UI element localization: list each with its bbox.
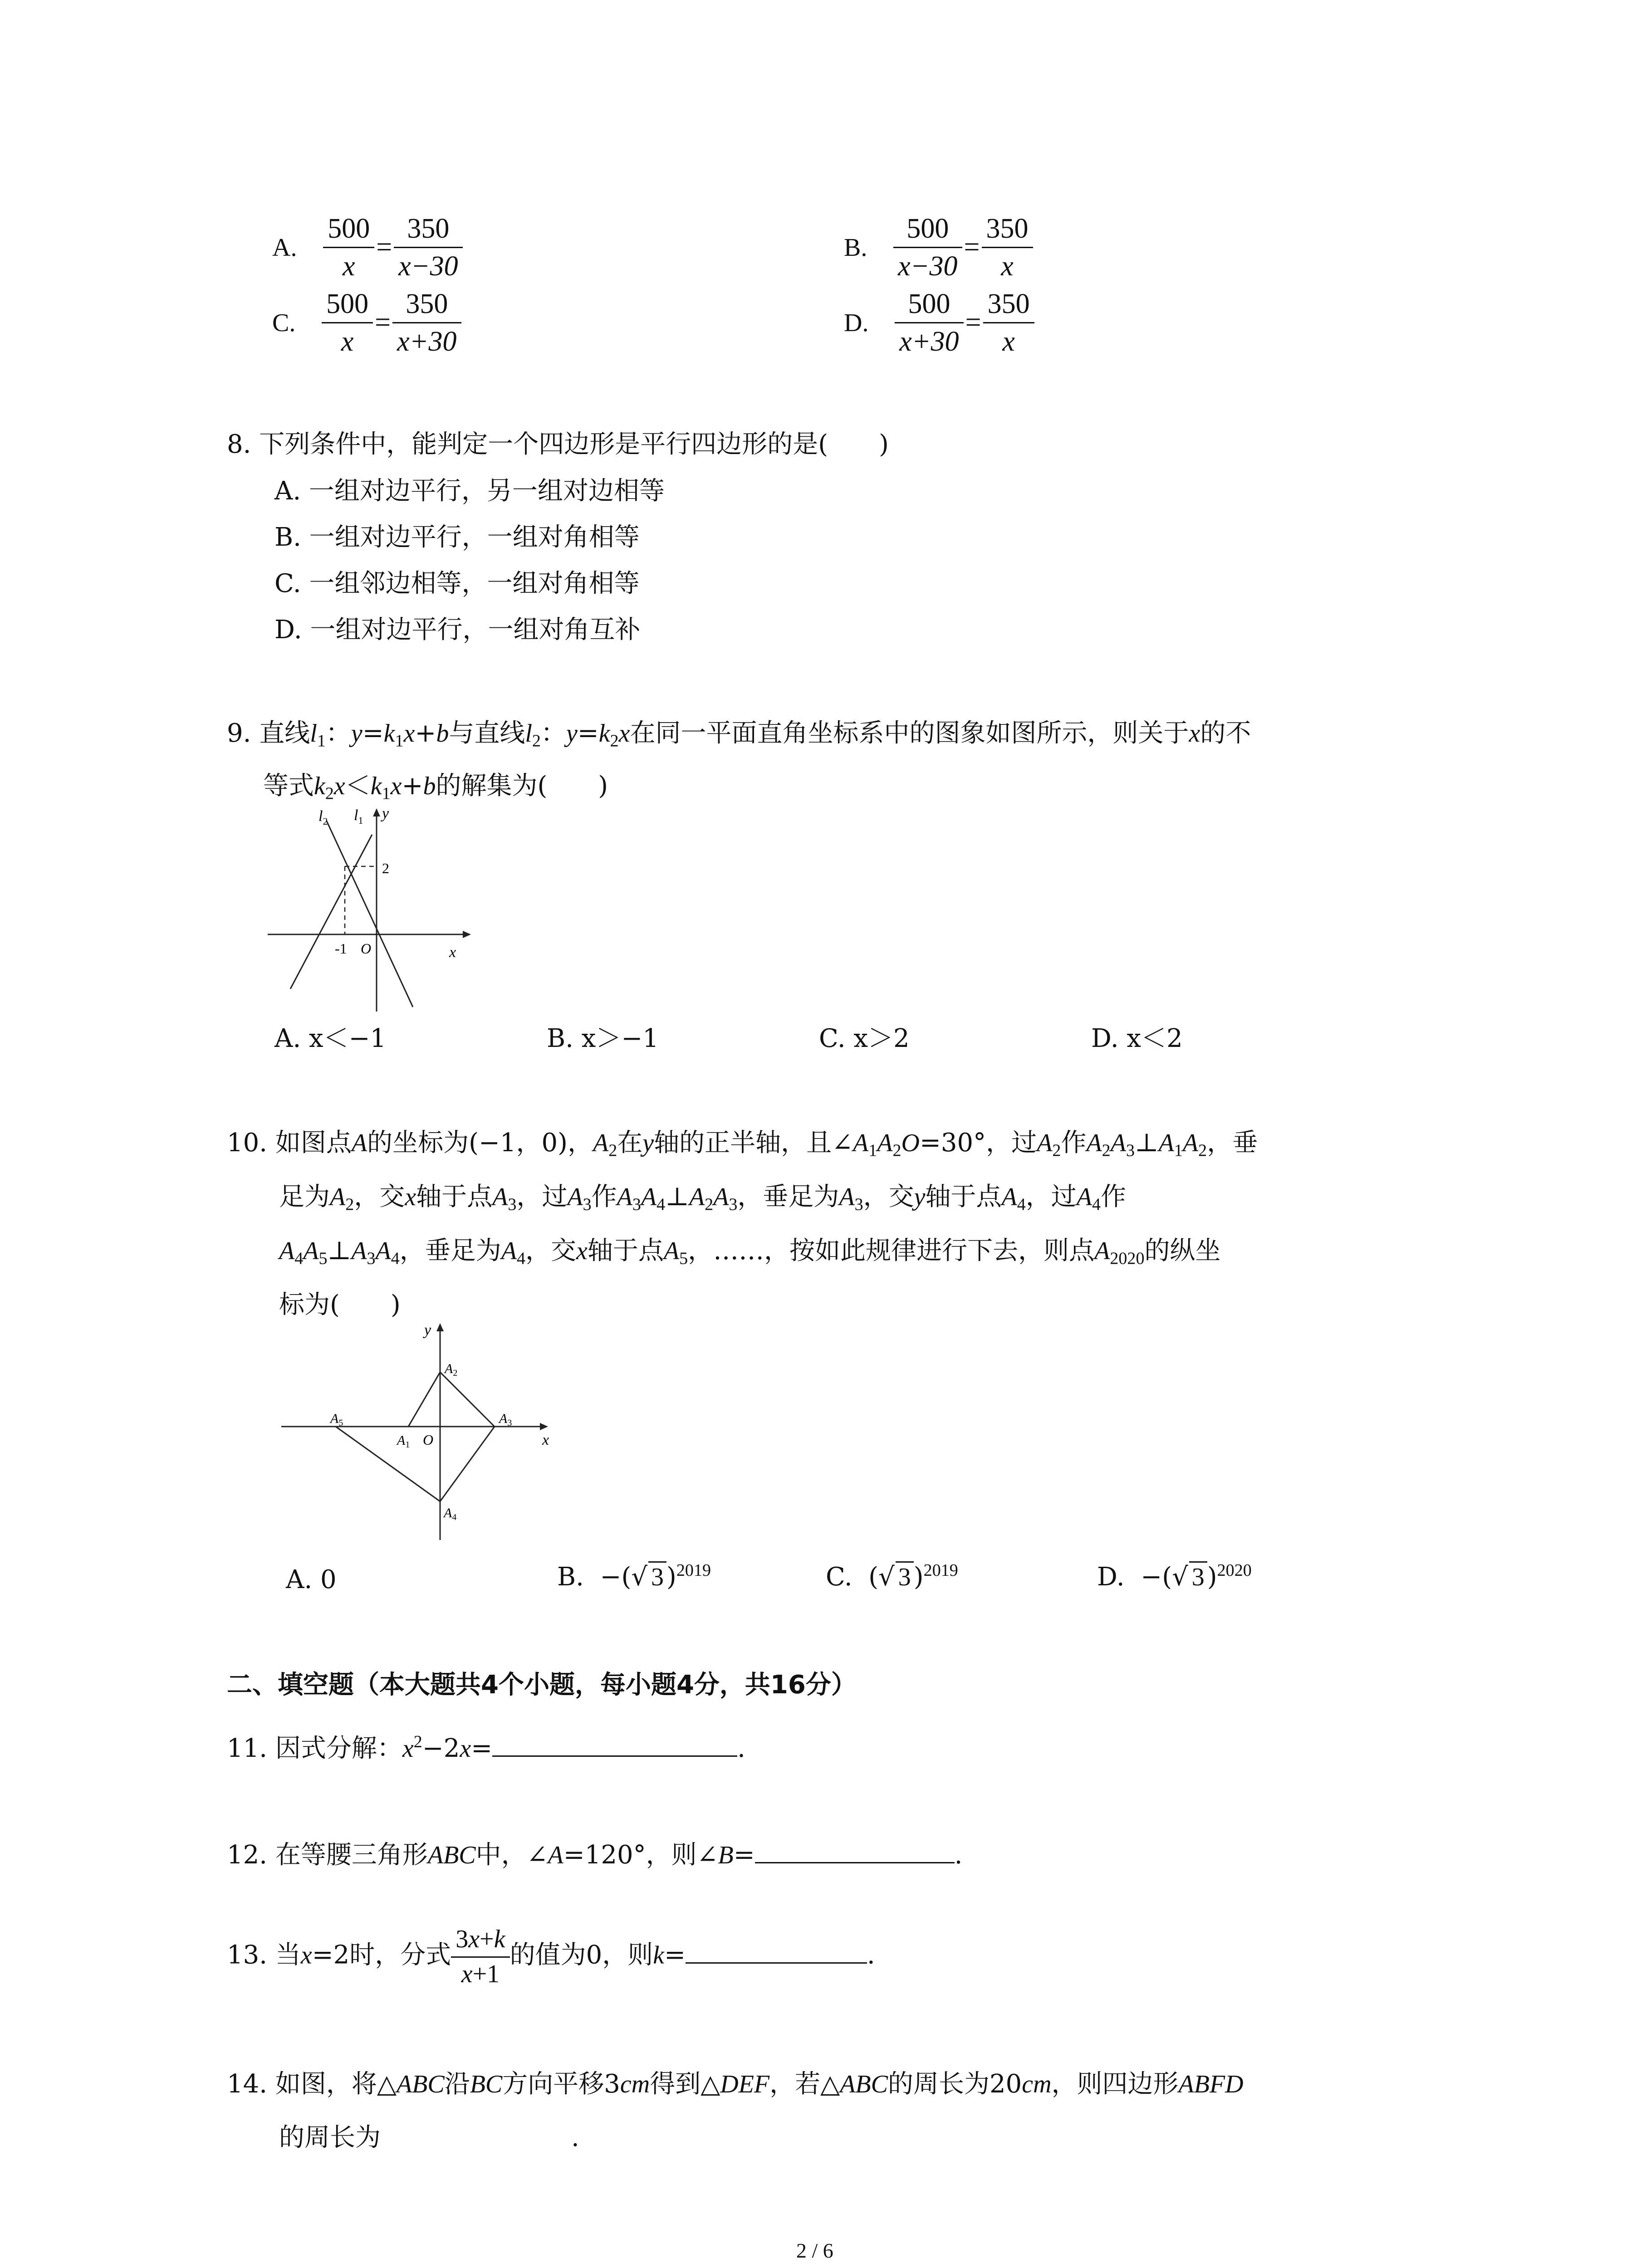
q7-option-a: A. $\frac{500}{x}$ = $\frac{350}{x-30}$	[272, 213, 463, 282]
segment-a1-a2	[408, 1372, 440, 1427]
y-axis-arrow-icon	[373, 808, 380, 816]
q12: 12. 在等腰三角形ABC中，∠A=120°，则∠B= .	[227, 1840, 963, 1870]
label-a2: $A_2$	[445, 1361, 458, 1378]
answer-blank[interactable]	[492, 1755, 737, 1757]
q10-stem-line4: 标为( )	[279, 1290, 401, 1320]
label-a4: $A_4$	[444, 1505, 457, 1522]
label-a3: $A_3$	[499, 1411, 512, 1428]
label-origin: O	[423, 1432, 434, 1448]
fraction: $\frac{500}{x-30}$	[893, 213, 962, 282]
q10-option-b: B. −(√ 3 )$^{2019}$	[557, 1561, 711, 1592]
answer-blank[interactable]	[755, 1862, 955, 1863]
fraction: $\frac{350}{x}$	[983, 288, 1034, 357]
q10-option-d: D. −(√ 3 )$^{2020}$	[1097, 1561, 1252, 1592]
q9-option-d: D. x＜2	[1091, 1024, 1183, 1053]
fraction: $\frac{500}{x+30}$	[895, 288, 963, 357]
q11: 11. 因式分解：$x^2-2x=$ .	[227, 1732, 745, 1763]
label-a5: $A_5$	[330, 1411, 343, 1428]
page-number: 2 / 6	[796, 2239, 833, 2262]
y-axis-arrow-icon	[436, 1323, 444, 1331]
line-l2	[327, 821, 413, 1007]
q10-option-c: C. (√ 3 )$^{2019}$	[826, 1561, 958, 1592]
fraction: $\frac{350}{x-30}$	[394, 213, 462, 282]
q7-option-d: D. $\frac{500}{x+30}$ = $\frac{350}{x}$	[844, 288, 1034, 357]
label-y: y	[382, 807, 389, 822]
q7-option-c: C. $\frac{500}{x}$ = $\frac{350}{x+30}$	[272, 288, 461, 357]
q10-option-a: A. 0	[286, 1565, 337, 1594]
section-title-fill-in-blank: 二、填空题（本大题共4个小题，每小题4分，共16分）	[227, 1670, 857, 1700]
label-x-minus1: -1	[335, 940, 347, 957]
fraction: $\frac{3x+k}{x+1}$	[451, 1926, 509, 1988]
answer-blank[interactable]	[686, 1962, 867, 1964]
fraction: $\frac{350}{x+30}$	[392, 288, 461, 357]
q10-stem-line3: $A_4A_5\perp A_3A_4$，垂足为$A_4$，交x轴于点$A_5$，……，按如此规律进行下去，则点$A_{2020}$的纵坐	[279, 1236, 1221, 1268]
q13: 13. 当x=2时，分式 $\frac{3x+k}{x+1}$ 的值为0，则k= .	[227, 1925, 875, 1988]
q8-option-a: A. 一组对边平行，另一组对边相等	[274, 476, 665, 506]
q10-stem-line2: 足为$A_2$，交x轴于点$A_3$，过$A_3$作$A_3A_4\perp A_2A_3$，垂足为$A_3$，交y轴于点$A_4$，过$A_4$作	[279, 1182, 1127, 1214]
q9-option-b: B. x＞−1	[547, 1024, 659, 1053]
q10-stem-line1: 10. 如图点A的坐标为(−1，0)，$A_2$在y轴的正半轴，且$\angle A_1A_2O=30^\circ$，过$A_2$作$A_2A_3\perp A_1A_2$，垂	[227, 1128, 1258, 1160]
q8-stem: 8. 下列条件中，能判定一个四边形是平行四边形的是( )	[227, 430, 889, 459]
fraction: $\frac{350}{x}$	[982, 213, 1033, 282]
label-x: x	[449, 944, 456, 961]
label-a1: $A_1$	[397, 1433, 410, 1450]
label-l1: $l_1$	[354, 807, 363, 826]
q9-stem-line2: 等式$k_2x<k_1x+b$的解集为( )	[263, 771, 608, 803]
q8-option-c: C. 一组邻边相等，一组对角相等	[274, 569, 640, 598]
q14-line1: 14. 如图，将△ABC沿BC方向平移3cm得到△DEF，若△ABC的周长为20cm，则四边形ABFD	[227, 2069, 1244, 2099]
q14-line2: 的周长为 .	[279, 2123, 579, 2152]
q9-option-a: A. x＜−1	[274, 1024, 387, 1053]
segment-a3-a4	[440, 1427, 495, 1501]
q8-option-b: B. 一组对边平行，一组对角相等	[274, 523, 640, 552]
q9-graph	[263, 807, 476, 1021]
q10-graph	[277, 1322, 576, 1549]
q8-option-d: D. 一组对边平行，一组对角互补	[274, 615, 641, 645]
label-l2: $l_2$	[318, 808, 328, 827]
x-axis-arrow-icon	[463, 931, 471, 938]
label-x: x	[542, 1432, 549, 1448]
fraction: $\frac{500}{x}$	[323, 213, 374, 282]
label-y-2: 2	[382, 860, 389, 876]
segment-a2-a3	[440, 1372, 495, 1427]
fraction: $\frac{500}{x}$	[322, 288, 373, 357]
label-origin: O	[361, 940, 372, 957]
line-l1	[290, 835, 372, 989]
q9-stem-line1: 9. 直线$l_1$：$y=k_1x+b$与直线$l_2$：$y=k_2x$在同一平面直角坐标系中的图象如图所示，则关于x的不	[227, 719, 1251, 751]
label-y: y	[424, 1322, 431, 1339]
q9-option-c: C. x＞2	[819, 1024, 910, 1053]
q7-option-b: B. $\frac{500}{x-30}$ = $\frac{350}{x}$	[844, 213, 1033, 282]
x-axis-arrow-icon	[540, 1423, 548, 1430]
